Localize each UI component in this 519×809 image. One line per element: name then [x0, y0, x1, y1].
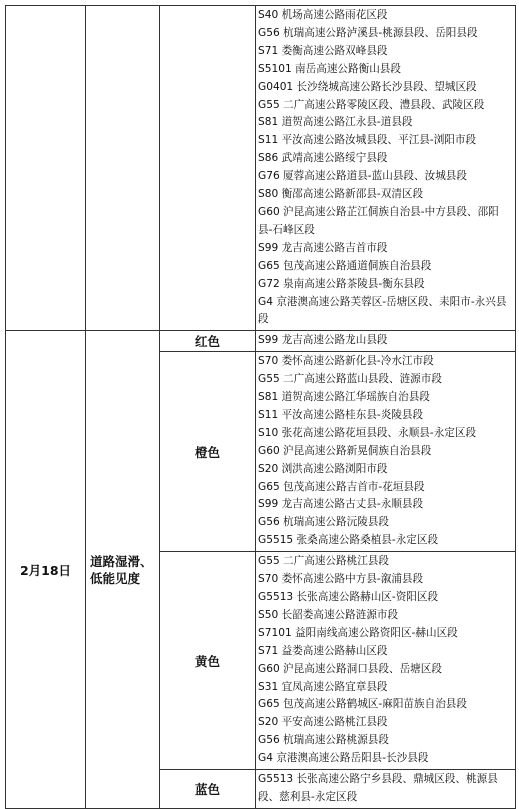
- road-item: S99 龙吉高速公路古丈县-永顺县段: [258, 498, 424, 511]
- table-row: [6, 6, 516, 331]
- road-item: S11 平汝高速公路桂东县-炎陵县段: [258, 408, 424, 421]
- road-item: G60 沪昆高速公路新晃侗族自治县段: [258, 444, 432, 457]
- road-item: G5513 长张高速公路赫山区-资阳区段: [258, 591, 439, 603]
- road-item: G4 京港澳高速公路岳阳县-长沙县段: [258, 752, 429, 765]
- road-item: G72 泉南高速公路茶陵县-衡东县段: [258, 277, 425, 290]
- table-row: [6, 331, 516, 352]
- road-item: S70 娄怀高速公路新化县-冷水江市段: [258, 355, 434, 368]
- road-list: [256, 331, 516, 352]
- road-item: S81 道贺高速公路江永县-道县段: [258, 116, 413, 129]
- road-item: S80 衡邵高速公路新邵县-双清区段: [258, 188, 424, 201]
- road-item: G5515 张桑高速公路桑植县-永定区段: [258, 534, 439, 547]
- road-item: S7101 益阳南线高速公路资阳区-赫山区段: [258, 626, 458, 639]
- level-yellow: 黄色: [160, 552, 256, 770]
- road-item: G60 沪昆高速公路洞口县段、岳塘区段: [258, 662, 442, 675]
- empty-cell: [160, 6, 256, 331]
- road-list: [256, 552, 516, 770]
- road-list: [256, 6, 516, 331]
- date-cell: 2月18日: [6, 331, 86, 809]
- warning-table: [5, 5, 516, 809]
- road-item: G55 二广高速公路零陵区段、澧县段、武陵区段: [258, 98, 485, 111]
- road-item: S86 武靖高速公路绥宁县段: [258, 152, 388, 165]
- road-item: G56 杭瑞高速公路泸溪县-桃源县段、岳阳县段: [258, 26, 478, 39]
- road-item: G65 包茂高速公路鹤城区-麻阳苗族自治县段: [258, 698, 467, 711]
- road-item: S71 益娄高速公路赫山区段: [258, 644, 388, 657]
- level-red: 红色: [160, 331, 256, 352]
- road-item: G60 沪昆高速公路芷江侗族自治县-中方县段、邵阳县-石峰区段: [258, 205, 499, 236]
- road-item: S99 龙吉高速公路吉首市段: [258, 241, 388, 254]
- road-item: S81 道贺高速公路江华瑶族自治县段: [258, 391, 430, 404]
- road-item: S31 宜凤高速公路宜章县段: [258, 680, 388, 693]
- road-list: [256, 352, 516, 552]
- road-item: S99 龙吉高速公路龙山县段: [258, 334, 388, 347]
- road-item: S40 机场高速公路雨花区段: [258, 9, 388, 21]
- road-item: G4 京港澳高速公路芙蓉区-岳塘区段、耒阳市-永兴县段: [258, 295, 507, 326]
- road-item: S5101 南岳高速公路衡山县段: [258, 62, 401, 75]
- empty-cell: [86, 6, 160, 331]
- road-item: S71 娄衡高速公路双峰县段: [258, 44, 388, 57]
- road-item: G5513 长张高速公路宁乡县段、鼎城区段、桃源县段、慈利县-永定区段: [258, 773, 498, 803]
- road-item: S11 平汝高速公路汝城县段、平江县-浏阳市段: [258, 134, 477, 147]
- road-item: S70 娄怀高速公路中方县-溆浦县段: [258, 573, 424, 586]
- road-item: S50 长韶娄高速公路涟源市段: [258, 608, 399, 621]
- hazard-cell: 道路湿滑、低能见度: [86, 331, 160, 809]
- road-item: S10 张花高速公路花垣县段、永顺县-永定区段: [258, 426, 477, 439]
- road-item: G55 二广高速公路桃江县段: [258, 555, 389, 568]
- road-item: G65 包茂高速公路通道侗族自治县段: [258, 259, 432, 272]
- road-item: G56 杭瑞高速公路沅陵县段: [258, 516, 389, 529]
- road-item: S20 平安高速公路桃江县段: [258, 716, 388, 729]
- road-item: S20 浏洪高速公路浏阳市段: [258, 462, 388, 475]
- road-item: G65 包茂高速公路吉首市-花垣县段: [258, 480, 425, 493]
- empty-cell: [6, 6, 86, 331]
- road-list: [256, 770, 516, 809]
- road-item: G76 厦蓉高速公路道县-蓝山县段、汝城县段: [258, 170, 467, 183]
- road-item: G56 杭瑞高速公路桃源县段: [258, 734, 389, 747]
- level-orange: 橙色: [160, 352, 256, 552]
- road-item: G0401 长沙绕城高速公路长沙县段、望城区段: [258, 80, 477, 93]
- level-blue: 蓝色: [160, 770, 256, 809]
- road-item: G55 二广高速公路蓝山县段、涟源市段: [258, 373, 442, 386]
